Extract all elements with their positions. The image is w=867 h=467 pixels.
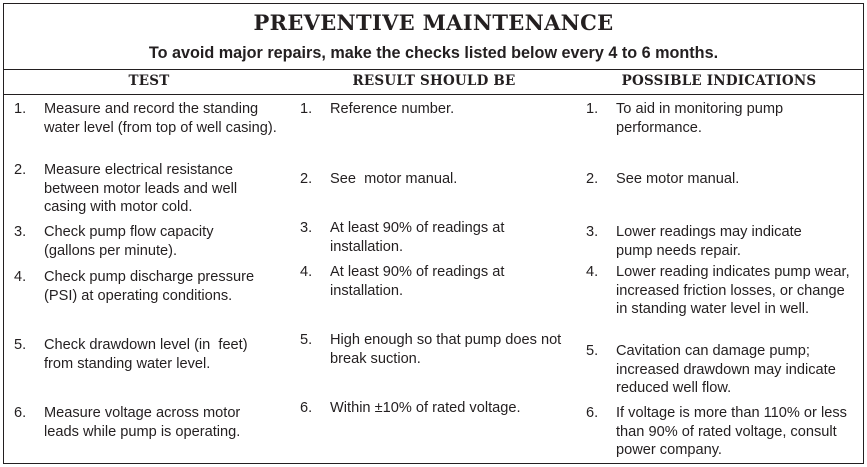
indication-text: To aid in monitoring pump performance. — [616, 101, 784, 136]
test-text: Measure voltage across motor leads while pump is operating. — [44, 405, 241, 440]
row-number: 4. — [300, 264, 313, 280]
table-header — [4, 69, 863, 95]
indication-text: Lower reading indicates pump wear, increased friction losses, or change in standing water level in well. — [616, 264, 850, 317]
row-number: 6. — [14, 405, 27, 421]
maintenance-table — [3, 3, 864, 464]
test-text: Check pump flow capacity (gallons per minute). — [44, 224, 214, 259]
result-text: High enough so that pump does not break suction. — [330, 332, 562, 367]
row-number: 4. — [586, 264, 599, 280]
indication-text: If voltage is more than 110% or less than 90% of rated voltage, consult power company. — [616, 405, 847, 458]
indication-text: Cavitation can damage pump; increased drawdown may indicate reduced well flow. — [616, 343, 836, 396]
result-text: See motor manual. — [330, 171, 458, 187]
page-title: PREVENTIVE MAINTENANCE — [253, 10, 614, 35]
row-number: 5. — [586, 343, 599, 359]
result-text: At least 90% of readings at installation. — [330, 220, 505, 255]
page-subtitle: To avoid major repairs, make the checks listed below every 4 to 6 months. — [148, 44, 719, 62]
test-text: Measure electrical resistance between motor leads and well casing with motor cold. — [44, 162, 238, 215]
row-number: 1. — [14, 101, 27, 117]
row-number: 3. — [14, 224, 27, 240]
row-number: 3. — [300, 220, 313, 236]
row-number: 2. — [586, 171, 599, 187]
row-number: 3. — [586, 224, 599, 240]
column-header-result: RESULT SHOULD BE — [352, 73, 516, 89]
indication-text: See motor manual. — [616, 171, 740, 187]
row-number: 4. — [14, 269, 27, 285]
row-number: 5. — [14, 337, 27, 353]
test-text: Check drawdown level (in feet) from standing water level. — [44, 337, 252, 372]
row-number: 5. — [300, 332, 313, 348]
row-number: 6. — [586, 405, 599, 421]
column-header-test: TEST — [128, 73, 170, 89]
result-text: At least 90% of readings at installation. — [330, 264, 505, 299]
result-text: Within ±10% of rated voltage. — [330, 400, 521, 416]
indication-text: Lower readings may indicate pump needs repair. — [616, 224, 802, 259]
row-number: 6. — [300, 400, 313, 416]
test-text: Measure and record the standing water level (from top of well casing). — [44, 101, 277, 136]
result-text: Reference number. — [330, 101, 455, 117]
column-header-indications: POSSIBLE INDICATIONS — [621, 73, 817, 89]
row-number: 2. — [300, 171, 313, 187]
row-number: 1. — [300, 101, 313, 117]
row-number: 2. — [14, 162, 27, 178]
test-text: Check pump discharge pressure (PSI) at operating conditions. — [44, 269, 255, 304]
row-number: 1. — [586, 101, 599, 117]
